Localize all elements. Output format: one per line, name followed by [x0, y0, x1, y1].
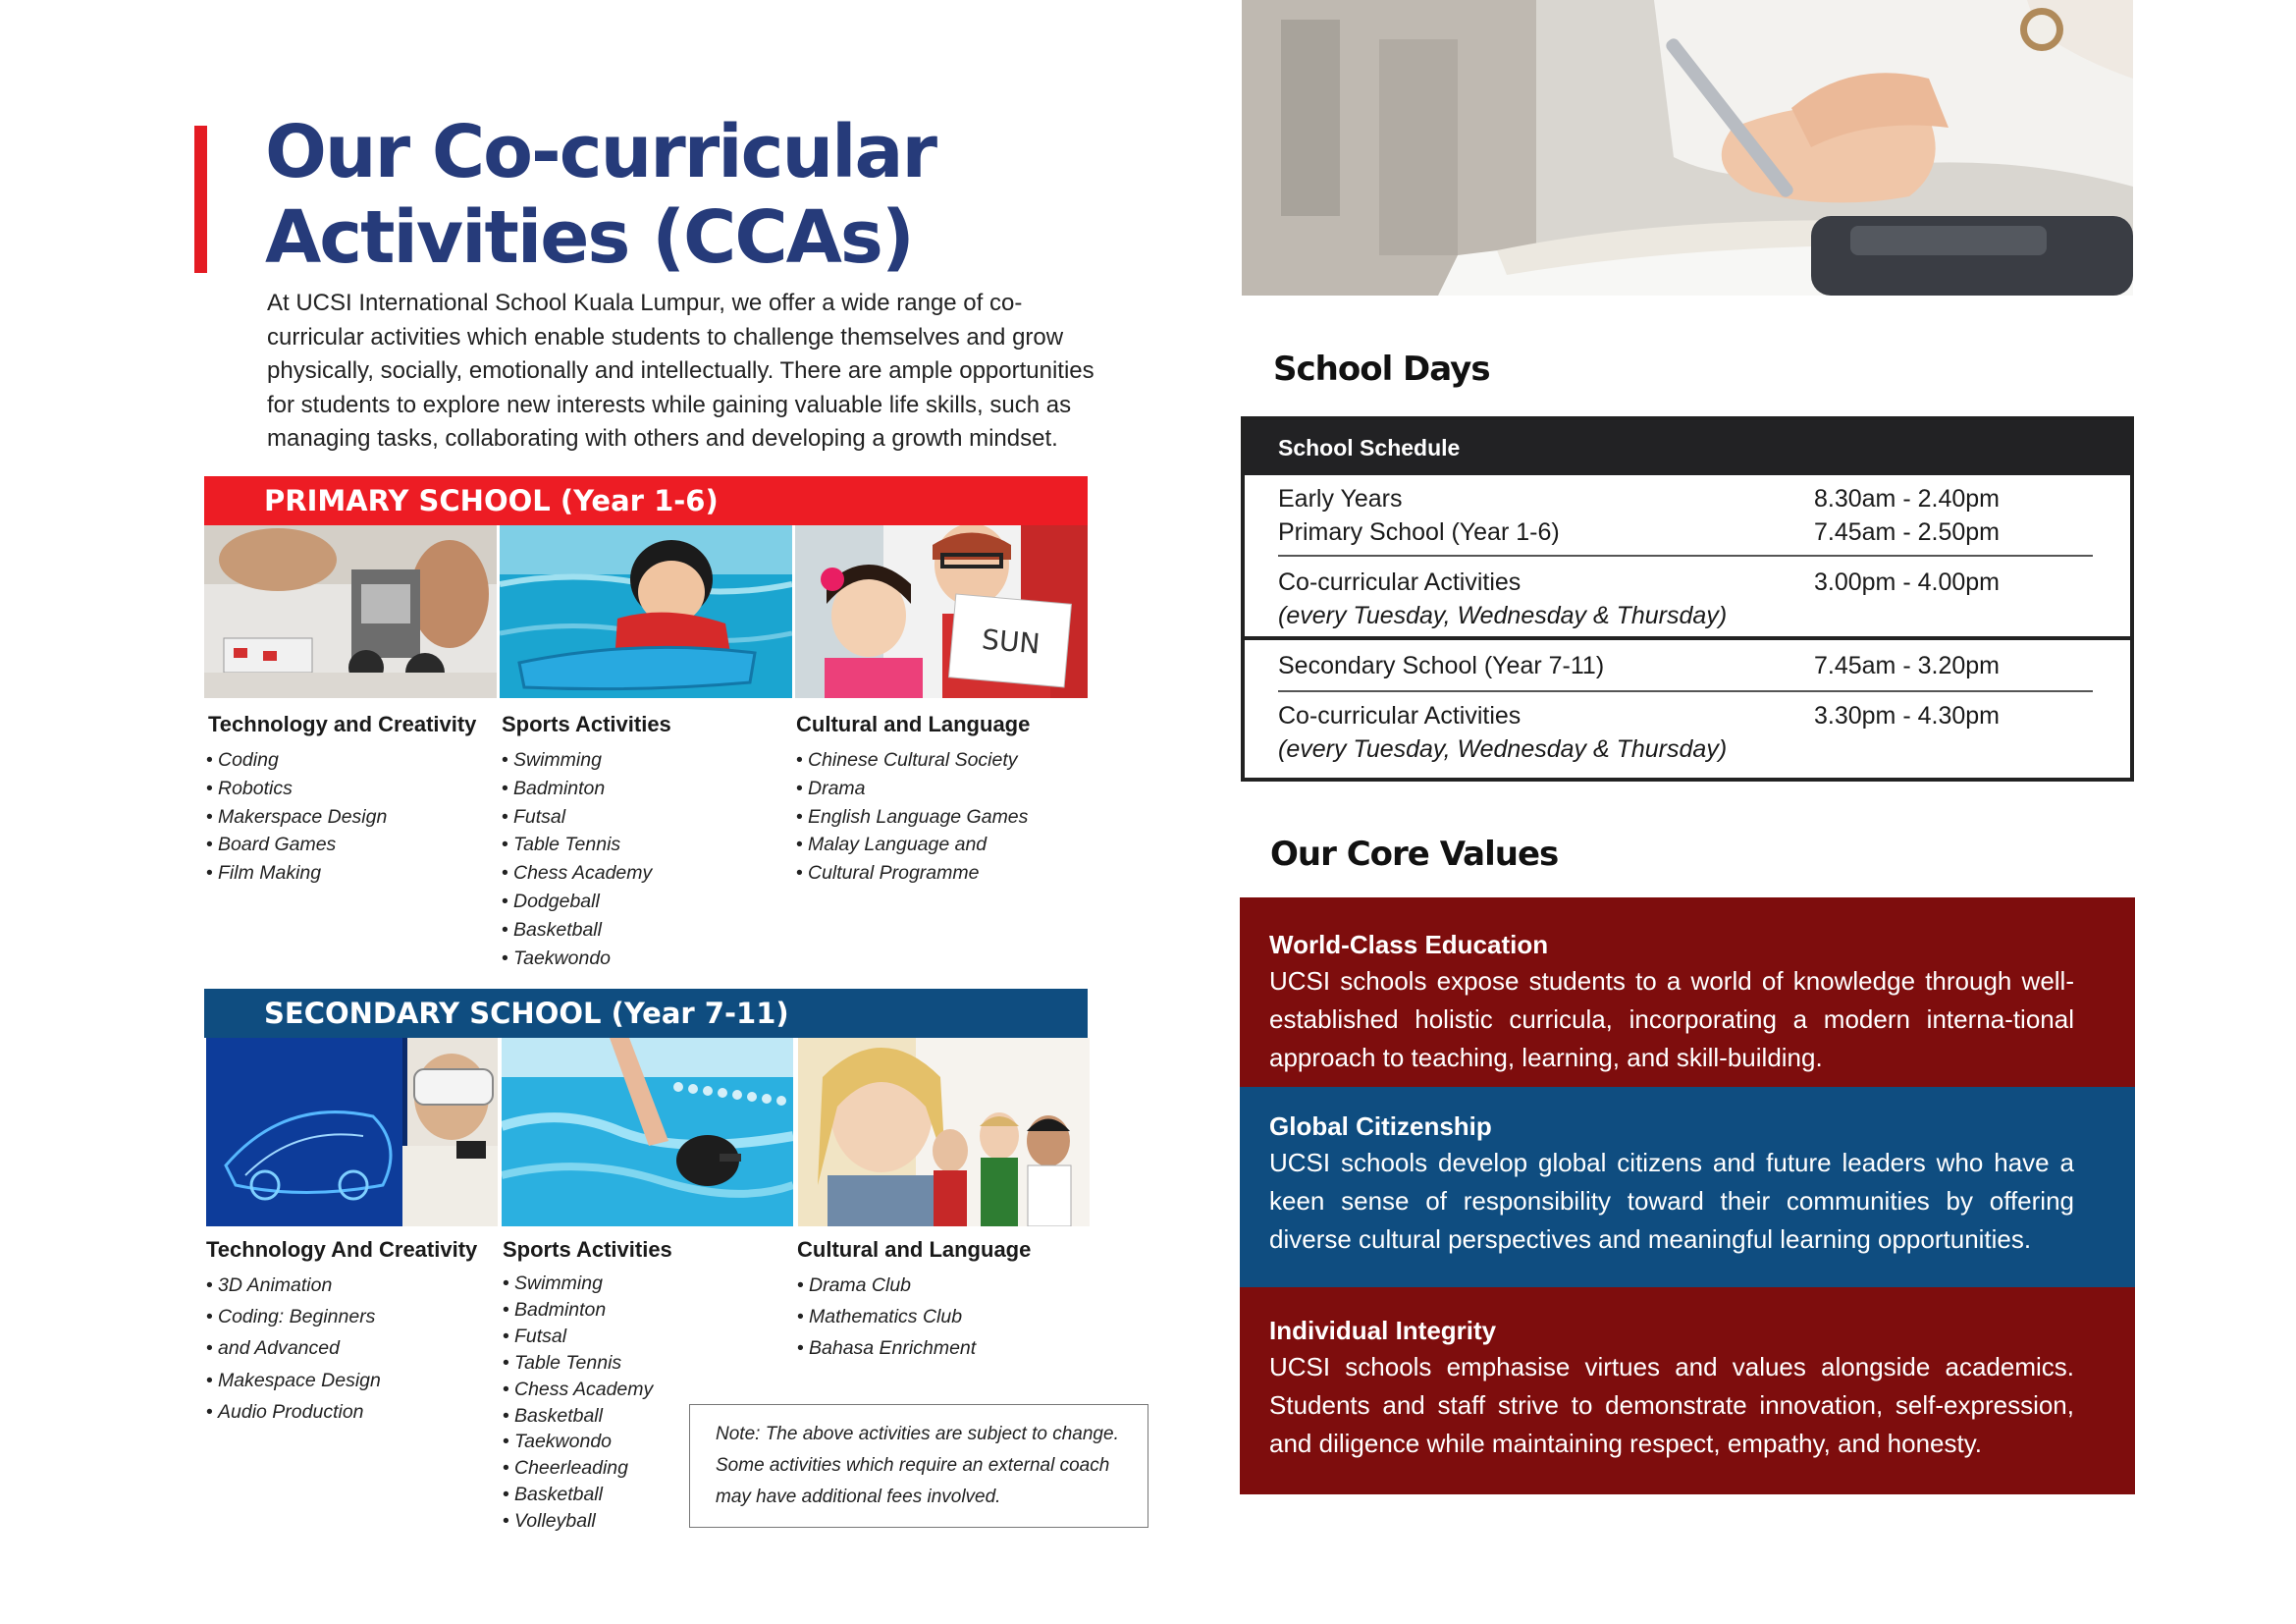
note-line: Note: The above activities are subject to change.: [716, 1424, 1119, 1444]
list-item: • Futsal: [503, 1324, 653, 1350]
primary-culture-list: [796, 746, 1028, 888]
value-text: UCSI schools emphasise virtues and values alongside academics. Students and staff strive to demonstrate innovation, self-expression, and diligence while maintaining respect, empathy, and honesty.: [1269, 1352, 2074, 1458]
list-item: • Drama: [796, 775, 1028, 803]
list-item: • Film Making: [206, 859, 387, 888]
value-card-individual-integrity: [1240, 1287, 2135, 1494]
list-item: • Badminton: [503, 1297, 653, 1324]
sign-text: SUN: [980, 623, 1041, 661]
title-accent-bar: [194, 126, 207, 273]
row-label: Early Years: [1278, 485, 1403, 513]
row-divider: [1278, 555, 2093, 557]
list-item: • English Language Games: [796, 803, 1028, 832]
list-item: • Dodgeball: [502, 888, 652, 916]
list-item: • Board Games: [206, 831, 387, 859]
primary-sports-heading: Sports Activities: [502, 712, 671, 736]
vr-headset-photo: [206, 1038, 498, 1226]
list-item: • Audio Production: [206, 1396, 381, 1428]
secondary-tech-heading: Technology And Creativity: [206, 1237, 478, 1262]
title-line-2: Activities (CCAs): [265, 195, 913, 280]
row-label: Co-curricular Activities: [1278, 568, 1522, 596]
row-label: Co-curricular Activities: [1278, 702, 1522, 730]
page-title: [265, 110, 935, 281]
list-item: • Cheerleading: [503, 1455, 653, 1482]
value-card-global-citizenship: [1240, 1087, 2135, 1287]
secondary-culture-list: [797, 1270, 976, 1365]
note-line: may have additional fees involved.: [716, 1487, 1001, 1507]
row-sublabel: (every Tuesday, Wednesday & Thursday): [1278, 602, 1728, 629]
list-item: • Malay Language and: [796, 831, 1028, 859]
list-item: • Cultural Programme: [796, 859, 1028, 888]
list-item: • 3D Animation: [206, 1270, 381, 1301]
note-line: Some activities which require an external coach: [716, 1455, 1110, 1476]
list-item: • Makespace Design: [206, 1365, 381, 1396]
list-item: • Robotics: [206, 775, 387, 803]
row-sublabel: (every Tuesday, Wednesday & Thursday): [1278, 735, 1728, 763]
list-item: • Basketball: [502, 916, 652, 945]
value-title: Individual Integrity: [1269, 1316, 1497, 1345]
list-item: • Chinese Cultural Society: [796, 746, 1028, 775]
row-time: 8.30am - 2.40pm: [1814, 485, 2000, 513]
list-item: • Taekwondo: [502, 945, 652, 973]
list-item: • Basketball: [503, 1403, 653, 1430]
schedule-table-header: School Schedule: [1245, 420, 2130, 475]
table-row: [1278, 566, 2093, 632]
value-title: Global Citizenship: [1269, 1111, 1492, 1141]
core-values-title: Our Core Values: [1270, 835, 1559, 874]
secondary-tech-list: [206, 1270, 381, 1428]
robotics-photo: [204, 525, 497, 698]
list-item: • Drama Club: [797, 1270, 976, 1301]
row-time: 7.45am - 3.20pm: [1814, 652, 2000, 679]
list-item: • Futsal: [502, 803, 652, 832]
secondary-sports-heading: Sports Activities: [503, 1237, 672, 1262]
value-text: UCSI schools expose students to a world of knowledge through well-established holistic curricula, incorporating a modern interna-tional approach to teaching, learning, and skill-building.: [1269, 966, 2074, 1072]
primary-school-band: PRIMARY SCHOOL (Year 1-6): [204, 476, 1088, 525]
title-line-1: Our Co-curricular: [265, 110, 935, 194]
value-card-world-class-education: [1240, 897, 2135, 1087]
students-smiling-photo: [798, 1038, 1090, 1226]
school-schedule-table: [1241, 416, 2134, 782]
row-label: Secondary School (Year 7-11): [1278, 652, 1605, 679]
primary-sports-list: [502, 746, 652, 972]
list-item: • Swimming: [503, 1271, 653, 1297]
secondary-school-band: SECONDARY SCHOOL (Year 7-11): [204, 989, 1088, 1038]
list-item: • Mathematics Club: [797, 1301, 976, 1332]
secondary-culture-heading: Cultural and Language: [797, 1237, 1032, 1262]
list-item: • Chess Academy: [503, 1377, 653, 1403]
row-label: Primary School (Year 1-6): [1278, 518, 1560, 546]
school-days-title: School Days: [1273, 350, 1490, 389]
row-time: 3.30pm - 4.30pm: [1814, 702, 2000, 730]
girl-with-sign-photo: [795, 525, 1088, 698]
intro-paragraph: At UCSI International School Kuala Lumpur, we offer a wide range of co-curricular activities which enable students to challenge themselves and grow physically, socially, emotionally and intellectually. There are ample opportunities for students to explore new interests while gaining valuable life skills, such as managing tasks, collaborating with others and developing a growth mindset.: [267, 290, 1095, 452]
student-writing-photo: [1242, 0, 2133, 296]
list-item: • and Advanced: [206, 1332, 381, 1364]
list-item: • Makerspace Design: [206, 803, 387, 832]
swimming-child-photo: [500, 525, 792, 698]
primary-tech-heading: Technology and Creativity: [208, 712, 477, 736]
row-time: 3.00pm - 4.00pm: [1814, 568, 2000, 596]
list-item: • Coding: [206, 746, 387, 775]
secondary-sports-list: [503, 1271, 653, 1535]
list-item: • Bahasa Enrichment: [797, 1332, 976, 1364]
value-text: UCSI schools develop global citizens and future leaders who have a keen sense of responsibility toward their communities by offering diverse cultural perspectives and meaningful learning opportunities.: [1269, 1148, 2074, 1254]
swimmer-photo: [502, 1038, 793, 1226]
table-row: [1278, 699, 2093, 766]
list-item: • Badminton: [502, 775, 652, 803]
primary-tech-list: [206, 746, 387, 888]
activities-note: [689, 1404, 1148, 1528]
list-item: • Volleyball: [503, 1508, 653, 1535]
value-title: World-Class Education: [1269, 930, 1549, 959]
section-divider: [1245, 636, 2130, 640]
list-item: • Chess Academy: [502, 859, 652, 888]
row-divider: [1278, 690, 2093, 692]
list-item: • Taekwondo: [503, 1429, 653, 1455]
row-time: 7.45am - 2.50pm: [1814, 518, 2000, 546]
list-item: • Table Tennis: [502, 831, 652, 859]
list-item: • Table Tennis: [503, 1350, 653, 1377]
list-item: • Coding: Beginners: [206, 1301, 381, 1332]
list-item: • Basketball: [503, 1482, 653, 1508]
primary-culture-heading: Cultural and Language: [796, 712, 1031, 736]
list-item: • Swimming: [502, 746, 652, 775]
